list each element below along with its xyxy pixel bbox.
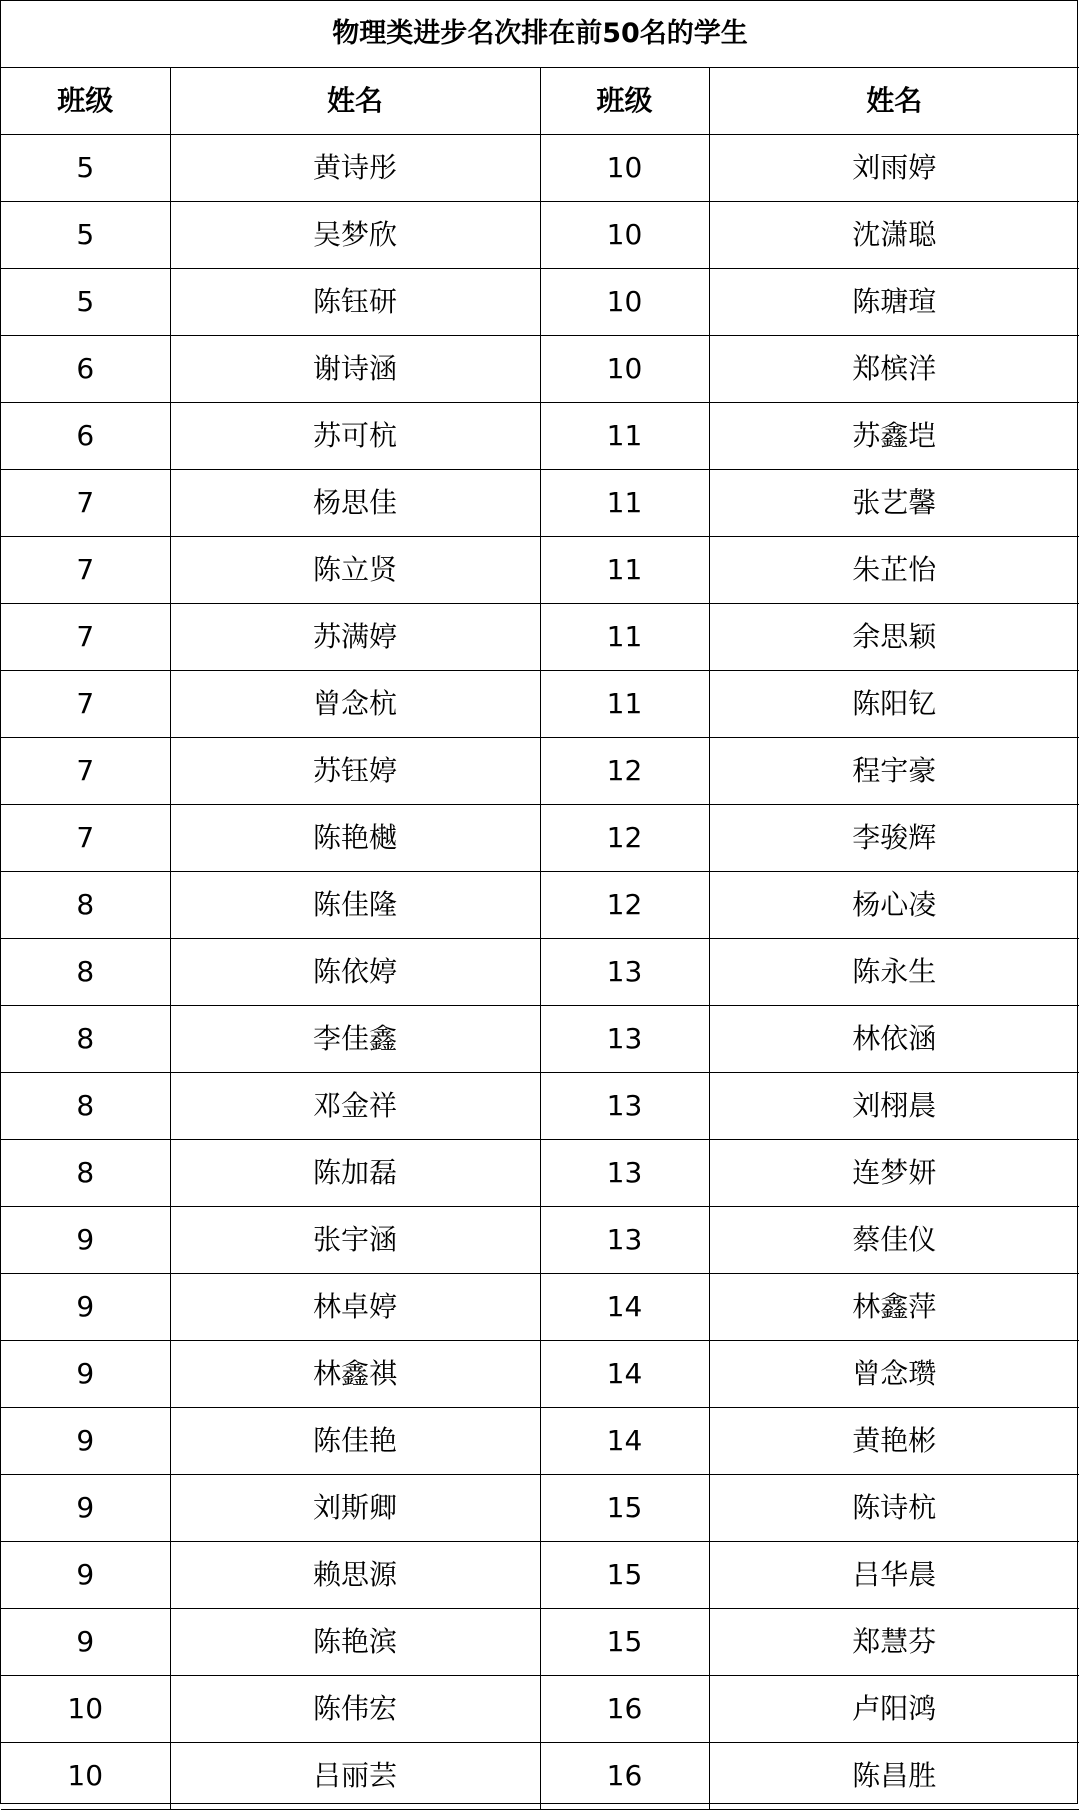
cell-class-right: 13: [540, 1073, 709, 1140]
cell-class-right: 10: [540, 202, 709, 269]
cell-class-right: 11: [540, 604, 709, 671]
cell-name-right: 蔡佳仪: [709, 1207, 1079, 1274]
cell-name-left: 杨思佳: [170, 470, 540, 537]
cell-class-right: 13: [540, 939, 709, 1006]
cell-name-left: 陈钰研: [170, 269, 540, 336]
cell-name-left: 苏钰婷: [170, 738, 540, 805]
cell-class-right: 14: [540, 1274, 709, 1341]
cell-class-right: 11: [540, 537, 709, 604]
cell-name-left: 苏可杭: [170, 403, 540, 470]
table-row: [1, 1140, 1079, 1207]
table-row: [1, 1542, 1079, 1609]
cell-class-right: 13: [540, 1140, 709, 1207]
cell-class-right: 12: [540, 872, 709, 939]
cell-name-left: 张宇涵: [170, 1207, 540, 1274]
cell-name-left: 曾念杭: [170, 671, 540, 738]
cell-class-right: 16: [540, 1743, 709, 1810]
cell-name-right: 陈昌胜: [709, 1743, 1079, 1810]
cell-name-left: 刘斯卿: [170, 1475, 540, 1542]
cell-name-left: 林鑫祺: [170, 1341, 540, 1408]
table-row: [1, 135, 1079, 202]
table-row: [1, 1274, 1079, 1341]
cell-name-left: 赖思源: [170, 1542, 540, 1609]
cell-class-left: 5: [1, 135, 170, 202]
table-row: [1, 202, 1079, 269]
cell-class-right: 13: [540, 1006, 709, 1073]
cell-name-right: 苏鑫垲: [709, 403, 1079, 470]
cell-name-left: 陈依婷: [170, 939, 540, 1006]
cell-class-left: 9: [1, 1274, 170, 1341]
cell-class-left: 6: [1, 336, 170, 403]
table-title: 物理类进步名次排在前50名的学生: [1, 1, 1079, 68]
table-row: [1, 738, 1079, 805]
cell-class-right: 10: [540, 135, 709, 202]
cell-class-left: 7: [1, 805, 170, 872]
cell-name-left: 陈伟宏: [170, 1676, 540, 1743]
cell-name-right: 陈永生: [709, 939, 1079, 1006]
cell-class-left: 7: [1, 537, 170, 604]
cell-class-left: 9: [1, 1475, 170, 1542]
cell-class-left: 9: [1, 1408, 170, 1475]
cell-name-left: 吴梦欣: [170, 202, 540, 269]
table-row: [1, 1475, 1079, 1542]
table-row: [1, 1341, 1079, 1408]
cell-name-right: 程宇豪: [709, 738, 1079, 805]
table-row: [1, 1676, 1079, 1743]
cell-class-left: 8: [1, 1006, 170, 1073]
cell-name-right: 陈诗杭: [709, 1475, 1079, 1542]
cell-name-left: 黄诗彤: [170, 135, 540, 202]
cell-class-left: 5: [1, 202, 170, 269]
cell-name-right: 郑慧芬: [709, 1609, 1079, 1676]
table-row: [1, 1073, 1079, 1140]
header-name-left: 姓名: [170, 68, 540, 135]
table-row: [1, 1743, 1079, 1810]
cell-name-right: 陈瑭瑄: [709, 269, 1079, 336]
table-row: [1, 537, 1079, 604]
header-class-left: 班级: [1, 68, 170, 135]
cell-name-left: 谢诗涵: [170, 336, 540, 403]
cell-class-right: 11: [540, 403, 709, 470]
cell-name-left: 陈佳隆: [170, 872, 540, 939]
cell-class-left: 8: [1, 939, 170, 1006]
cell-class-right: 12: [540, 738, 709, 805]
cell-class-left: 9: [1, 1207, 170, 1274]
cell-class-right: 11: [540, 470, 709, 537]
cell-name-left: 李佳鑫: [170, 1006, 540, 1073]
table-row: [1, 336, 1079, 403]
cell-name-right: 张艺馨: [709, 470, 1079, 537]
cell-name-left: 苏满婷: [170, 604, 540, 671]
table-row: [1, 872, 1079, 939]
header-row: [1, 68, 1079, 135]
cell-class-right: 10: [540, 336, 709, 403]
cell-class-right: 15: [540, 1542, 709, 1609]
cell-class-left: 6: [1, 403, 170, 470]
cell-class-left: 5: [1, 269, 170, 336]
table-row: [1, 604, 1079, 671]
table-row: [1, 1006, 1079, 1073]
cell-name-left: 陈加磊: [170, 1140, 540, 1207]
cell-class-right: 11: [540, 671, 709, 738]
table-row: [1, 939, 1079, 1006]
cell-class-left: 9: [1, 1542, 170, 1609]
cell-name-left: 林卓婷: [170, 1274, 540, 1341]
table-row: [1, 1207, 1079, 1274]
cell-class-left: 9: [1, 1341, 170, 1408]
table-row: [1, 805, 1079, 872]
cell-class-right: 12: [540, 805, 709, 872]
cell-class-left: 7: [1, 604, 170, 671]
cell-name-left: 陈佳艳: [170, 1408, 540, 1475]
table-row: [1, 671, 1079, 738]
table-body: [1, 135, 1079, 1810]
cell-name-right: 李骏辉: [709, 805, 1079, 872]
cell-name-right: 林鑫萍: [709, 1274, 1079, 1341]
cell-class-left: 7: [1, 470, 170, 537]
cell-class-left: 7: [1, 738, 170, 805]
table-row: [1, 1408, 1079, 1475]
cell-class-right: 14: [540, 1408, 709, 1475]
cell-class-left: 8: [1, 872, 170, 939]
cell-class-right: 15: [540, 1475, 709, 1542]
cell-name-right: 郑槟洋: [709, 336, 1079, 403]
cell-class-left: 10: [1, 1743, 170, 1810]
cell-name-right: 陈阳钇: [709, 671, 1079, 738]
cell-name-right: 林依涵: [709, 1006, 1079, 1073]
cell-name-left: 吕丽芸: [170, 1743, 540, 1810]
cell-name-left: 邓金祥: [170, 1073, 540, 1140]
cell-name-right: 杨心凌: [709, 872, 1079, 939]
cell-name-right: 黄艳彬: [709, 1408, 1079, 1475]
cell-class-right: 10: [540, 269, 709, 336]
table-row: [1, 470, 1079, 537]
header-name-right: 姓名: [709, 68, 1079, 135]
cell-class-left: 10: [1, 1676, 170, 1743]
cell-name-right: 卢阳鸿: [709, 1676, 1079, 1743]
cell-class-left: 8: [1, 1073, 170, 1140]
table-row: [1, 1609, 1079, 1676]
cell-name-right: 曾念瓒: [709, 1341, 1079, 1408]
cell-class-left: 7: [1, 671, 170, 738]
header-class-right: 班级: [540, 68, 709, 135]
cell-name-right: 刘雨婷: [709, 135, 1079, 202]
cell-class-right: 13: [540, 1207, 709, 1274]
cell-class-right: 15: [540, 1609, 709, 1676]
cell-name-right: 吕华晨: [709, 1542, 1079, 1609]
cell-name-right: 刘栩晨: [709, 1073, 1079, 1140]
cell-name-right: 沈潇聪: [709, 202, 1079, 269]
cell-class-right: 16: [540, 1676, 709, 1743]
cell-class-right: 14: [540, 1341, 709, 1408]
cell-name-left: 陈立贤: [170, 537, 540, 604]
cell-class-left: 9: [1, 1609, 170, 1676]
progress-ranking-table: [1, 1, 1079, 1810]
cell-class-left: 8: [1, 1140, 170, 1207]
cell-name-left: 陈艳樾: [170, 805, 540, 872]
title-row: [1, 1, 1079, 68]
cell-name-right: 朱芷怡: [709, 537, 1079, 604]
cell-name-left: 陈艳滨: [170, 1609, 540, 1676]
table-row: [1, 269, 1079, 336]
cell-name-right: 余思颖: [709, 604, 1079, 671]
cell-name-right: 连梦妍: [709, 1140, 1079, 1207]
table-row: [1, 403, 1079, 470]
